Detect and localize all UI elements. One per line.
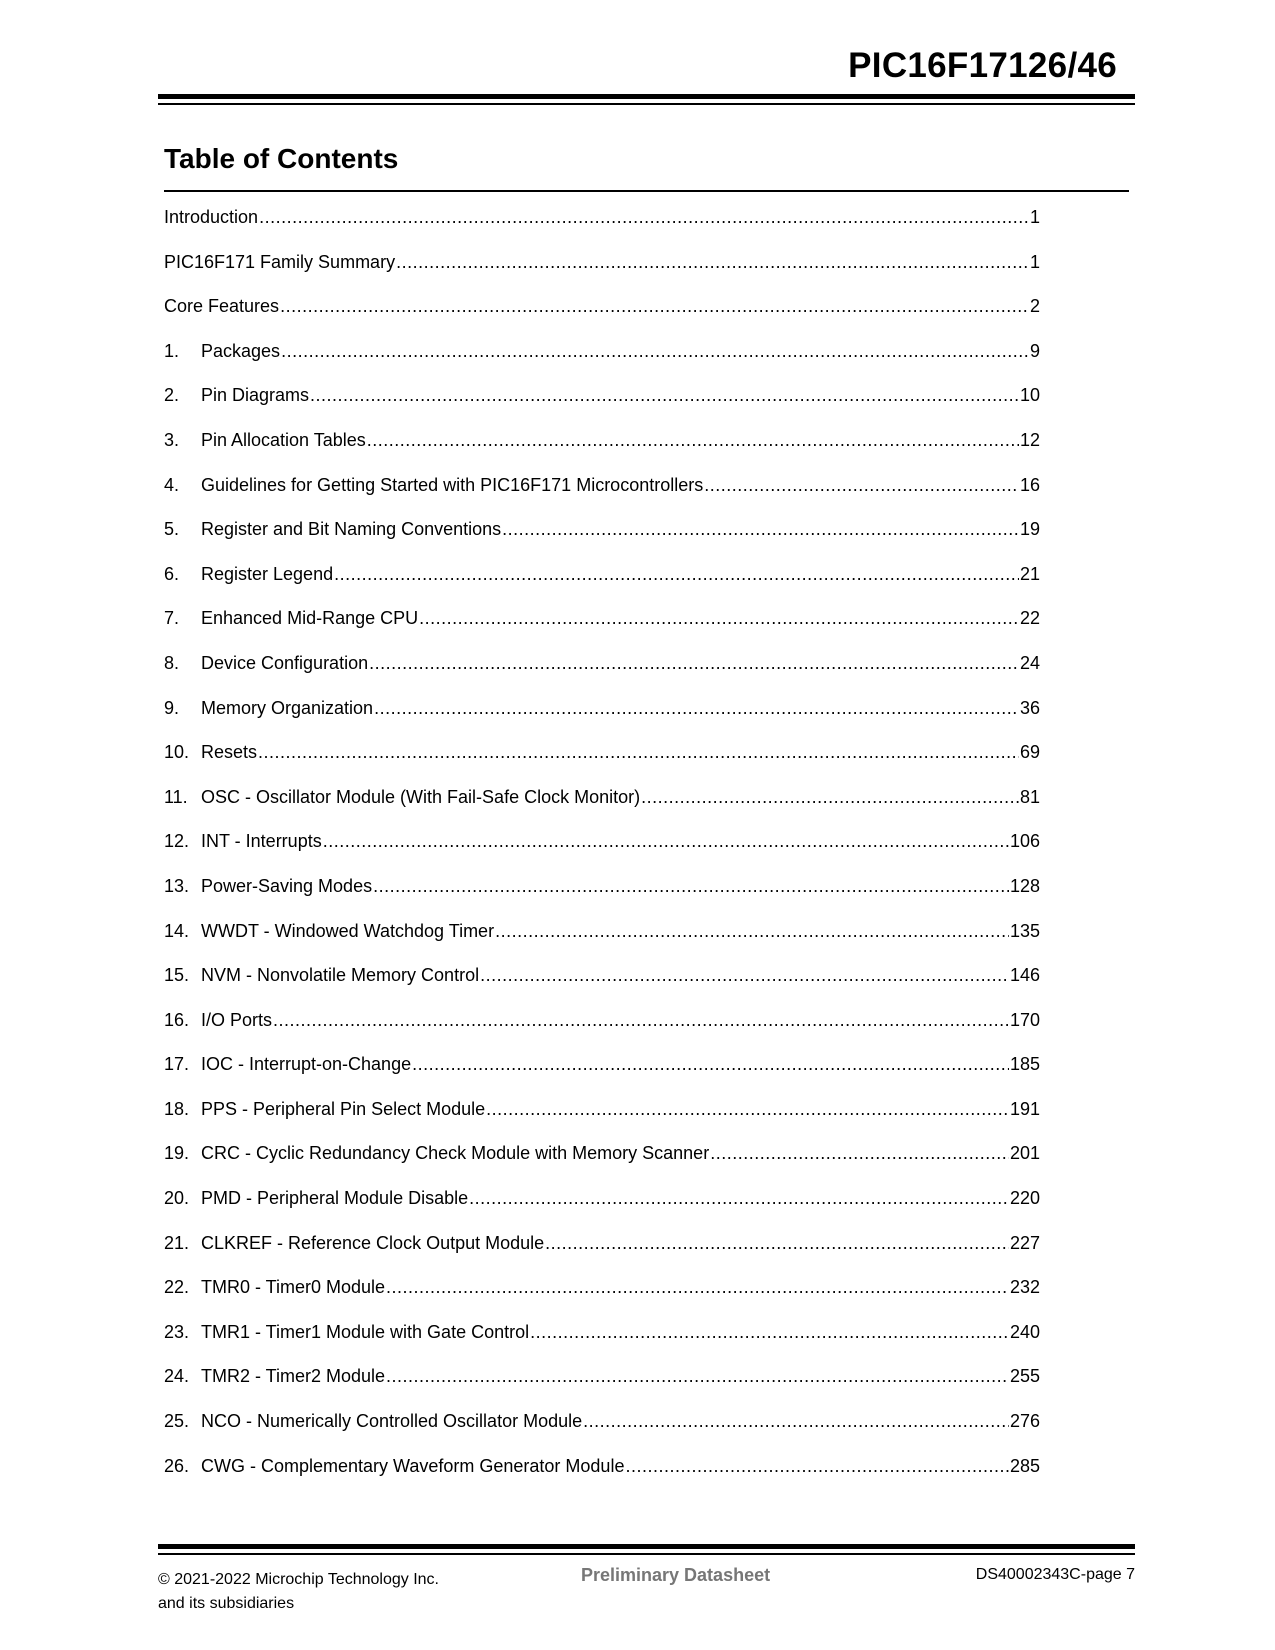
toc-entry-number: 26. — [164, 1455, 190, 1476]
toc-entry-title: TMR0 - Timer0 Module — [201, 1277, 386, 1298]
toc-entry-leader — [545, 1232, 1009, 1254]
toc-entry-number: 18. — [164, 1098, 190, 1119]
toc-entry-leader — [625, 1455, 1008, 1477]
toc-entry-page: 285 — [1009, 1455, 1040, 1476]
toc-entry-number: 22. — [164, 1277, 190, 1298]
toc-entry-page: 16 — [1019, 474, 1040, 495]
toc-entry-title: INT - Interrupts — [201, 831, 322, 852]
toc-entry-leader — [710, 1142, 1009, 1164]
toc-entry-title: Pin Allocation Tables — [201, 429, 366, 450]
toc-entry[interactable] — [164, 474, 1040, 519]
toc-entry-leader — [704, 474, 1019, 496]
toc-entry-number: 25. — [164, 1411, 190, 1432]
toc-entry-leader — [480, 964, 1009, 986]
document-title: PIC16F17126/46 — [848, 46, 1117, 85]
toc-entry-page: 81 — [1019, 786, 1040, 807]
toc-entry-page: 1 — [1029, 207, 1040, 227]
toc-entry[interactable] — [164, 1321, 1040, 1366]
toc-entry-title: PIC16F171 Family Summary — [164, 251, 396, 272]
toc-entry[interactable] — [164, 251, 1040, 296]
toc-entry[interactable] — [164, 340, 1040, 385]
toc-entry-page: 170 — [1009, 1009, 1040, 1030]
toc-entry-number: 16. — [164, 1009, 190, 1030]
toc-entry-page: 135 — [1009, 920, 1040, 941]
toc-entry-number: 6. — [164, 563, 180, 584]
toc-entry-leader — [374, 697, 1019, 719]
toc-entry-title: TMR1 - Timer1 Module with Gate Control — [201, 1321, 530, 1342]
toc-entry-leader — [641, 786, 1019, 808]
toc-entry-title: IOC - Interrupt-on-Change — [201, 1054, 412, 1075]
toc-entry-title: Enhanced Mid-Range CPU — [201, 608, 419, 629]
toc-entry-number: 14. — [164, 920, 190, 941]
header-rule-thin — [158, 103, 1135, 105]
copyright-line-1: © 2021-2022 Microchip Technology Inc. — [158, 1571, 439, 1588]
footer-rule-thick — [158, 1544, 1135, 1549]
toc-entry-number: 4. — [164, 474, 180, 495]
toc-entry-title: CRC - Cyclic Redundancy Check Module with Memory Scanner — [201, 1143, 710, 1164]
toc-entry[interactable] — [164, 1098, 1040, 1143]
toc-entry-title: WWDT - Windowed Watchdog Timer — [201, 920, 495, 941]
toc-entry-number: 20. — [164, 1188, 190, 1209]
toc-entry-page: 22 — [1019, 608, 1040, 629]
toc-entry-title: Resets — [201, 742, 258, 763]
toc-entry-page: 24 — [1019, 652, 1040, 673]
toc-entry-leader — [495, 920, 1009, 942]
toc-entry-leader — [367, 429, 1019, 451]
toc-entry[interactable] — [164, 875, 1040, 920]
toc-entry-leader — [310, 384, 1019, 406]
toc-heading: Table of Contents — [164, 143, 399, 174]
toc-entry-leader — [412, 1053, 1009, 1075]
toc-entry-title: NCO - Numerically Controlled Oscillator Module — [201, 1411, 583, 1432]
toc-entry-title: PPS - Peripheral Pin Select Module — [201, 1098, 486, 1119]
toc-entry-leader — [386, 1365, 1009, 1387]
toc-entry-leader — [583, 1410, 1009, 1432]
toc-entry-number: 15. — [164, 965, 190, 986]
toc-entry-page: 201 — [1009, 1143, 1040, 1164]
toc-entry[interactable] — [164, 697, 1040, 742]
toc-entry-title: Memory Organization — [201, 697, 374, 718]
toc-entry[interactable] — [164, 920, 1040, 965]
toc-entry-title: Device Configuration — [201, 652, 369, 673]
toc-list — [164, 206, 1040, 1499]
toc-entry-leader — [386, 1276, 1009, 1298]
toc-entry-leader — [281, 340, 1029, 362]
toc-entry[interactable] — [164, 741, 1040, 786]
toc-entry-leader — [469, 1187, 1009, 1209]
toc-entry-number: 3. — [164, 429, 180, 450]
toc-entry[interactable] — [164, 1142, 1040, 1187]
toc-entry-page: 240 — [1009, 1321, 1040, 1342]
toc-entry-leader — [323, 830, 1009, 852]
footer-copyright — [158, 1568, 439, 1616]
header-rule-thick — [158, 94, 1135, 99]
toc-entry-leader — [369, 652, 1019, 674]
toc-entry-page: 276 — [1009, 1411, 1040, 1432]
toc-entry-leader — [273, 1009, 1009, 1031]
toc-entry[interactable] — [164, 1232, 1040, 1277]
toc-entry-title: Introduction — [164, 207, 259, 227]
toc-entry-number: 1. — [164, 340, 180, 361]
toc-entry[interactable] — [164, 206, 1040, 251]
toc-entry-page: 220 — [1009, 1188, 1040, 1209]
toc-entry-leader — [419, 607, 1019, 629]
toc-entry[interactable] — [164, 1053, 1040, 1098]
toc-entry[interactable] — [164, 964, 1040, 1009]
toc-entry-page: 9 — [1029, 340, 1040, 361]
toc-entry-page: 146 — [1009, 965, 1040, 986]
toc-entry-page: 10 — [1019, 385, 1040, 406]
copyright-line-2: and its subsidiaries — [158, 1595, 295, 1612]
toc-entry-page: 128 — [1009, 875, 1040, 896]
toc-entry-number: 21. — [164, 1232, 190, 1253]
toc-entry[interactable] — [164, 1365, 1040, 1410]
toc-entry-number: 12. — [164, 831, 190, 852]
toc-entry-title: Pin Diagrams — [201, 385, 310, 406]
toc-entry-title: I/O Ports — [201, 1009, 273, 1030]
toc-entry-number: 8. — [164, 652, 180, 673]
toc-entry-leader — [396, 251, 1029, 273]
toc-entry-title: Guidelines for Getting Started with PIC16F171 Microcontrollers — [201, 474, 704, 495]
toc-entry-title: Core Features — [164, 296, 280, 317]
toc-entry-number: 2. — [164, 385, 180, 406]
toc-entry-number: 24. — [164, 1366, 190, 1387]
toc-entry[interactable] — [164, 830, 1040, 875]
footer-page-ref: DS40002343C-page 7 — [975, 1566, 1135, 1583]
toc-entry-number: 10. — [164, 742, 190, 763]
toc-entry-leader — [334, 563, 1019, 585]
toc-entry[interactable] — [164, 1410, 1040, 1455]
footer-rule-thin — [158, 1553, 1135, 1555]
toc-entry-page: 185 — [1009, 1054, 1040, 1075]
toc-entry-page: 227 — [1009, 1232, 1040, 1253]
toc-entry-number: 23. — [164, 1321, 190, 1342]
toc-entry-title: Power-Saving Modes — [201, 875, 373, 896]
toc-entry-title: TMR2 - Timer2 Module — [201, 1366, 386, 1387]
toc-entry-title: CLKREF - Reference Clock Output Module — [201, 1232, 545, 1253]
toc-entry-title: Register Legend — [201, 563, 334, 584]
toc-entry-leader — [280, 295, 1029, 317]
toc-entry[interactable] — [164, 518, 1040, 563]
toc-entry-number: 19. — [164, 1143, 190, 1164]
toc-entry-title: PMD - Peripheral Module Disable — [201, 1188, 469, 1209]
toc-entry[interactable] — [164, 786, 1040, 831]
toc-entry-page: 21 — [1019, 563, 1040, 584]
toc-entry-page: 255 — [1009, 1366, 1040, 1387]
toc-entry[interactable] — [164, 1009, 1040, 1054]
toc-entry-page: 1 — [1029, 251, 1040, 272]
toc-entry-page: 69 — [1019, 742, 1040, 763]
toc-entry-number: 7. — [164, 608, 180, 629]
toc-entry-number: 17. — [164, 1054, 190, 1075]
toc-entry-number: 5. — [164, 519, 180, 540]
toc-entry[interactable] — [164, 652, 1040, 697]
toc-entry-title: OSC - Oscillator Module (With Fail-Safe Clock Monitor) — [201, 786, 641, 807]
toc-entry[interactable] — [164, 563, 1040, 608]
toc-entry-leader — [258, 741, 1019, 763]
toc-entry-page: 12 — [1019, 429, 1040, 450]
toc-entry[interactable] — [164, 607, 1040, 652]
toc-entry-number: 11. — [164, 786, 188, 807]
toc-entry-leader — [530, 1321, 1009, 1343]
toc-entry[interactable] — [164, 1455, 1040, 1500]
toc-entry-title: Register and Bit Naming Conventions — [201, 519, 502, 540]
toc-heading-rule — [164, 190, 1129, 192]
toc-entry[interactable] — [164, 384, 1040, 429]
toc-entry-page: 106 — [1009, 831, 1040, 852]
toc-entry[interactable] — [164, 295, 1040, 340]
toc-entry[interactable] — [164, 429, 1040, 474]
toc-entry-title: NVM - Nonvolatile Memory Control — [201, 965, 480, 986]
toc-entry[interactable] — [164, 1276, 1040, 1321]
toc-entry-number: 13. — [164, 875, 190, 896]
toc-entry-page: 19 — [1019, 519, 1040, 540]
toc-entry-page: 2 — [1029, 296, 1040, 317]
toc-entry-number: 9. — [164, 697, 180, 718]
footer-status: Preliminary Datasheet — [581, 1565, 771, 1585]
toc-entry-leader — [373, 875, 1009, 897]
toc-entry-title: Packages — [201, 340, 281, 361]
toc-entry-page: 36 — [1019, 697, 1040, 718]
toc-entry[interactable] — [164, 1187, 1040, 1232]
toc-entry-leader — [502, 518, 1019, 540]
toc-entry-page: 191 — [1009, 1098, 1040, 1119]
toc-entry-leader — [259, 206, 1029, 228]
toc-entry-page: 232 — [1009, 1277, 1040, 1298]
toc-entry-leader — [486, 1098, 1009, 1120]
toc-entry-title: CWG - Complementary Waveform Generator Module — [201, 1455, 625, 1476]
